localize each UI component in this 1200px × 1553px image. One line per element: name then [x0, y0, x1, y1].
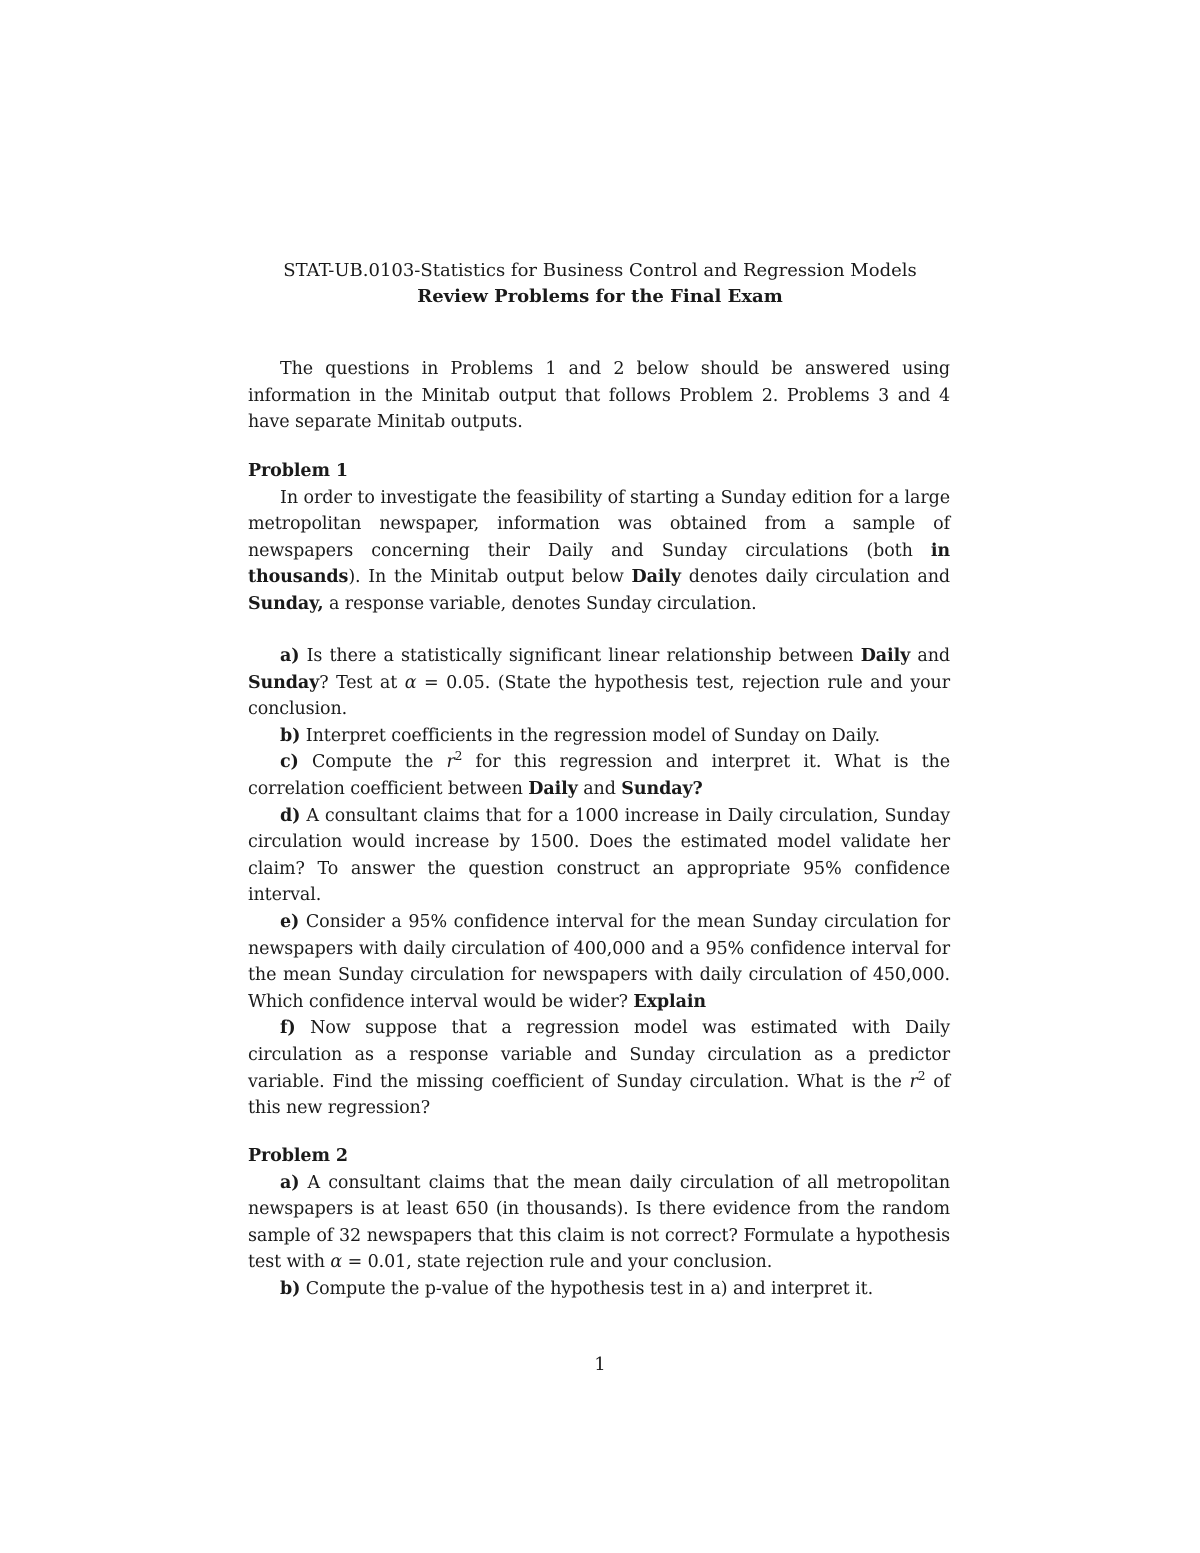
problem-2-title: Problem 2: [248, 1146, 348, 1166]
question-1b: b) Interpret coefficients in the regression model of Sunday on Daily.: [280, 725, 880, 746]
problem-1-title: Problem 1: [248, 461, 348, 481]
course-title: STAT-UB.0103-Statistics for Business Control and Regression Models: [283, 260, 917, 281]
question-1a: a) Is there a statistically significant linear relationship between Daily and Sunday? Test at α = 0.05. (State the hypothesis test, rejection rule and your conclusion.: [248, 646, 950, 720]
problem-1-description: In order to investigate the feasibility of starting a Sunday edition for a large metropolitan newspaper, information was obtained from a sample of newspapers concerning their Daily and Sunday circulations (both in thousands). In the Minitab output below Daily denotes daily circulation and Sunday, a response variable, denotes Sunday circulation.: [248, 487, 950, 614]
problem-1-section: [248, 458, 950, 618]
question-1d: d) A consultant claims that for a 1000 increase in Daily circulation, Sunday circulation would increase by 1500. Does the estimated model validate her claim? To answer the question construct an appropriate 95% confidence interval.: [248, 805, 950, 906]
question-2a: a) A consultant claims that the mean daily circulation of all metropolitan newspapers is at least 650 (in thousands). Is there evidence from the random sample of 32 newspapers that this claim is not correct? Formulate a hypothesis test with α = 0.01, state rejection rule and your conclusion.: [248, 1172, 950, 1273]
document-header: [0, 258, 1200, 310]
problem-2-section: [248, 1143, 950, 1303]
problem-1-questions: [248, 643, 950, 1122]
question-1c: c) Compute the $r^2$ for this regression and interpret it. What is the correlation coefficient between Daily and Sunday?: [248, 749, 950, 799]
question-1f: f) Now suppose that a regression model was estimated with Daily circulation as a response variable and Sunday circulation as a predictor variable. Find the missing coefficient of Sunday circulation. What is the $r^2$ of this new regression?: [248, 1018, 951, 1119]
question-2b: b) Compute the p-value of the hypothesis test in a) and interpret it.: [280, 1278, 874, 1299]
intro-paragraph: The questions in Problems 1 and 2 below should be answered using information in the Minitab output that follows Problem 2. Problems 3 and 4 have separate Minitab outputs.: [248, 359, 950, 433]
exam-title: Review Problems for the Final Exam: [417, 286, 783, 307]
page-number: 1: [594, 1354, 606, 1375]
question-1e: e) Consider a 95% confidence interval for the mean Sunday circulation for newspapers with daily circulation of 400,000 and a 95% confidence interval for the mean Sunday circulation for newspapers with daily circulation of 450,000. Which confidence interval would be wider? Explain: [248, 911, 950, 1012]
